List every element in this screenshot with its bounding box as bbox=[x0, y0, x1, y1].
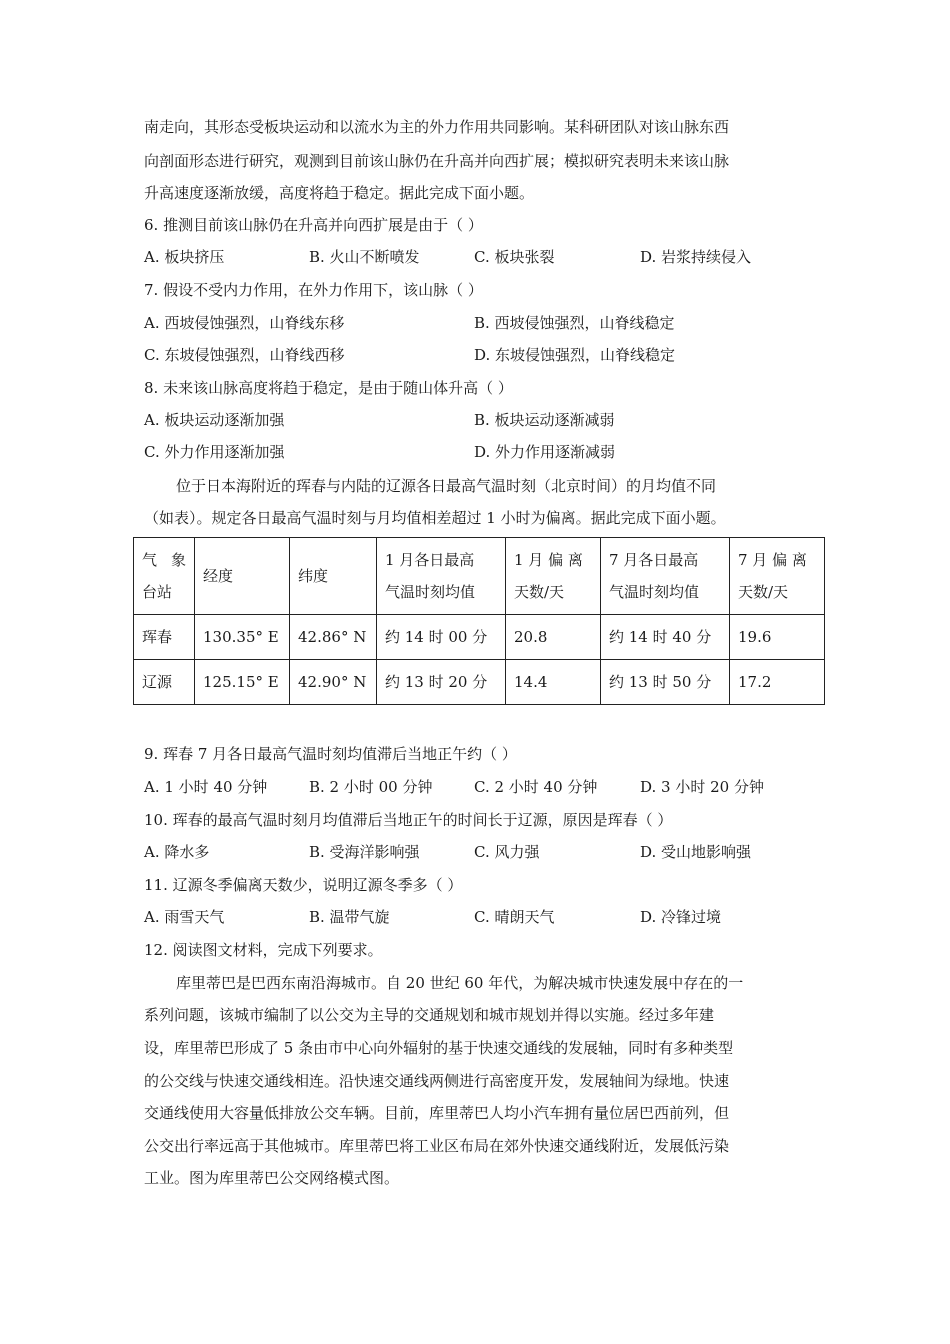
table-header-jan-time: 1 月各日最高 气温时刻均值 bbox=[377, 538, 506, 615]
question-11-options bbox=[144, 907, 824, 927]
question-11-stem: 11. 辽源冬季偏离天数少，说明辽源冬季多（ ） bbox=[144, 876, 463, 894]
q6-option-d: D. 岩浆持续侵入 bbox=[640, 248, 752, 266]
q11-option-b: B. 温带气旋 bbox=[309, 908, 390, 926]
cell-latitude: 42.90° N bbox=[290, 660, 377, 705]
table-header-longitude: 经度 bbox=[195, 538, 290, 615]
q8-option-a: A. 板块运动逐渐加强 bbox=[144, 411, 285, 429]
question-12-stem: 12. 阅读图文材料，完成下列要求。 bbox=[144, 941, 383, 959]
header-station-line-2: 台站 bbox=[142, 583, 173, 601]
question-6-stem: 6. 推测目前该山脉仍在升高并向西扩展是由于（ ） bbox=[144, 216, 483, 234]
cell-station: 珲春 bbox=[134, 615, 195, 660]
q11-option-d: D. 冷锋过境 bbox=[640, 908, 722, 926]
cell-jan-time: 约 14 时 00 分 bbox=[377, 615, 506, 660]
intro-line-1: 南走向，其形态受板块运动和以流水为主的外力作用共同影响。某科研团队对该山脉东西 bbox=[144, 118, 730, 136]
cell-jan-days: 20.8 bbox=[506, 615, 601, 660]
q7-option-b: B. 西坡侵蚀强烈，山脊线稳定 bbox=[474, 314, 675, 332]
question-8-options-row-2 bbox=[144, 442, 824, 462]
q6-option-b: B. 火山不断喷发 bbox=[309, 248, 420, 266]
intro-line-3: 升高速度逐渐放缓，高度将趋于稳定。据此完成下面小题。 bbox=[144, 184, 535, 202]
table-header-row bbox=[134, 538, 825, 615]
question-10-options bbox=[144, 842, 824, 862]
cell-jul-days: 17.2 bbox=[730, 660, 825, 705]
temperature-table bbox=[133, 537, 825, 705]
q7-option-a: A. 西坡侵蚀强烈，山脊线东移 bbox=[144, 314, 345, 332]
q10-option-c: C. 风力强 bbox=[474, 843, 540, 861]
q10-option-a: A. 降水多 bbox=[144, 843, 210, 861]
q8-option-c: C. 外力作用逐渐加强 bbox=[144, 443, 285, 461]
q8-option-b: B. 板块运动逐渐减弱 bbox=[474, 411, 615, 429]
q7-option-c: C. 东坡侵蚀强烈，山脊线西移 bbox=[144, 346, 345, 364]
cell-longitude: 125.15° E bbox=[195, 660, 290, 705]
table-header-latitude: 纬度 bbox=[290, 538, 377, 615]
q12-line-6: 公交出行率远高于其他城市。库里蒂巴将工业区布局在郊外快速交通线附近，发展低污染 bbox=[144, 1137, 730, 1155]
q11-option-c: C. 晴朗天气 bbox=[474, 908, 555, 926]
cell-jan-days: 14.4 bbox=[506, 660, 601, 705]
cell-station: 辽源 bbox=[134, 660, 195, 705]
table-row bbox=[134, 615, 825, 660]
question-10-stem: 10. 珲春的最高气温时刻月均值滞后当地正午的时间长于辽源，原因是珲春（ ） bbox=[144, 811, 673, 829]
cell-jul-days: 19.6 bbox=[730, 615, 825, 660]
q6-option-a: A. 板块挤压 bbox=[144, 248, 225, 266]
question-6-options bbox=[144, 247, 824, 267]
cell-longitude: 130.35° E bbox=[195, 615, 290, 660]
q12-line-1: 库里蒂巴是巴西东南沿海城市。自 20 世纪 60 年代，为解决城市快速发展中存在的一 bbox=[176, 974, 744, 992]
q12-line-7: 工业。图为库里蒂巴公交网络模式图。 bbox=[144, 1169, 400, 1187]
table-header-jul-days: 7 月 偏 离 天数/天 bbox=[730, 538, 825, 615]
question-7-stem: 7. 假设不受内力作用，在外力作用下，该山脉（ ） bbox=[144, 281, 483, 299]
table-header-jan-days: 1 月 偏 离 天数/天 bbox=[506, 538, 601, 615]
q9-option-c: C. 2 小时 40 分钟 bbox=[474, 778, 598, 796]
cell-jan-time: 约 13 时 20 分 bbox=[377, 660, 506, 705]
cell-jul-time: 约 13 时 50 分 bbox=[601, 660, 730, 705]
header-station-char-1: 气 bbox=[142, 551, 158, 569]
q10-option-d: D. 受山地影响强 bbox=[640, 843, 752, 861]
q12-line-3: 设，库里蒂巴形成了 5 条由市中心向外辐射的基于快速交通线的发展轴，同时有多种类型 bbox=[144, 1039, 734, 1057]
q11-option-a: A. 雨雪天气 bbox=[144, 908, 225, 926]
q10-option-b: B. 受海洋影响强 bbox=[309, 843, 420, 861]
q7-option-d: D. 东坡侵蚀强烈，山脊线稳定 bbox=[474, 346, 676, 364]
passage2-line-1: 位于日本海附近的珲春与内陆的辽源各日最高气温时刻（北京时间）的月均值不同 bbox=[176, 477, 717, 495]
header-station-char-2: 象 bbox=[170, 551, 186, 569]
cell-jul-time: 约 14 时 40 分 bbox=[601, 615, 730, 660]
question-9-stem: 9. 珲春 7 月各日最高气温时刻均值滞后当地正午约（ ） bbox=[144, 745, 517, 763]
question-9-options bbox=[144, 777, 824, 797]
q6-option-c: C. 板块张裂 bbox=[474, 248, 555, 266]
q9-option-a: A. 1 小时 40 分钟 bbox=[144, 778, 268, 796]
q12-line-2: 系列问题，该城市编制了以公交为主导的交通规划和城市规划并得以实施。经过多年建 bbox=[144, 1006, 715, 1024]
q12-line-4: 的公交线与快速交通线相连。沿快速交通线两侧进行高密度开发，发展轴间为绿地。快速 bbox=[144, 1072, 730, 1090]
q9-option-d: D. 3 小时 20 分钟 bbox=[640, 778, 764, 796]
q9-option-b: B. 2 小时 00 分钟 bbox=[309, 778, 433, 796]
q8-option-d: D. 外力作用逐渐减弱 bbox=[474, 443, 616, 461]
question-8-options-row-1 bbox=[144, 410, 824, 430]
passage2-line-2: （如表）。规定各日最高气温时刻与月均值相差超过 1 小时为偏离。据此完成下面小题。 bbox=[144, 509, 726, 527]
table-header-station bbox=[134, 538, 195, 615]
table-row bbox=[134, 660, 825, 705]
cell-latitude: 42.86° N bbox=[290, 615, 377, 660]
table-header-jul-time: 7 月各日最高 气温时刻均值 bbox=[601, 538, 730, 615]
question-7-options-row-2 bbox=[144, 345, 824, 365]
question-7-options-row-1 bbox=[144, 313, 824, 333]
question-8-stem: 8. 未来该山脉高度将趋于稳定，是由于随山体升高（ ） bbox=[144, 379, 513, 397]
intro-line-2: 向剖面形态进行研究，观测到目前该山脉仍在升高并向西扩展；模拟研究表明未来该山脉 bbox=[144, 152, 730, 170]
q12-line-5: 交通线使用大容量低排放公交车辆。目前，库里蒂巴人均小汽车拥有量位居巴西前列，但 bbox=[144, 1104, 730, 1122]
